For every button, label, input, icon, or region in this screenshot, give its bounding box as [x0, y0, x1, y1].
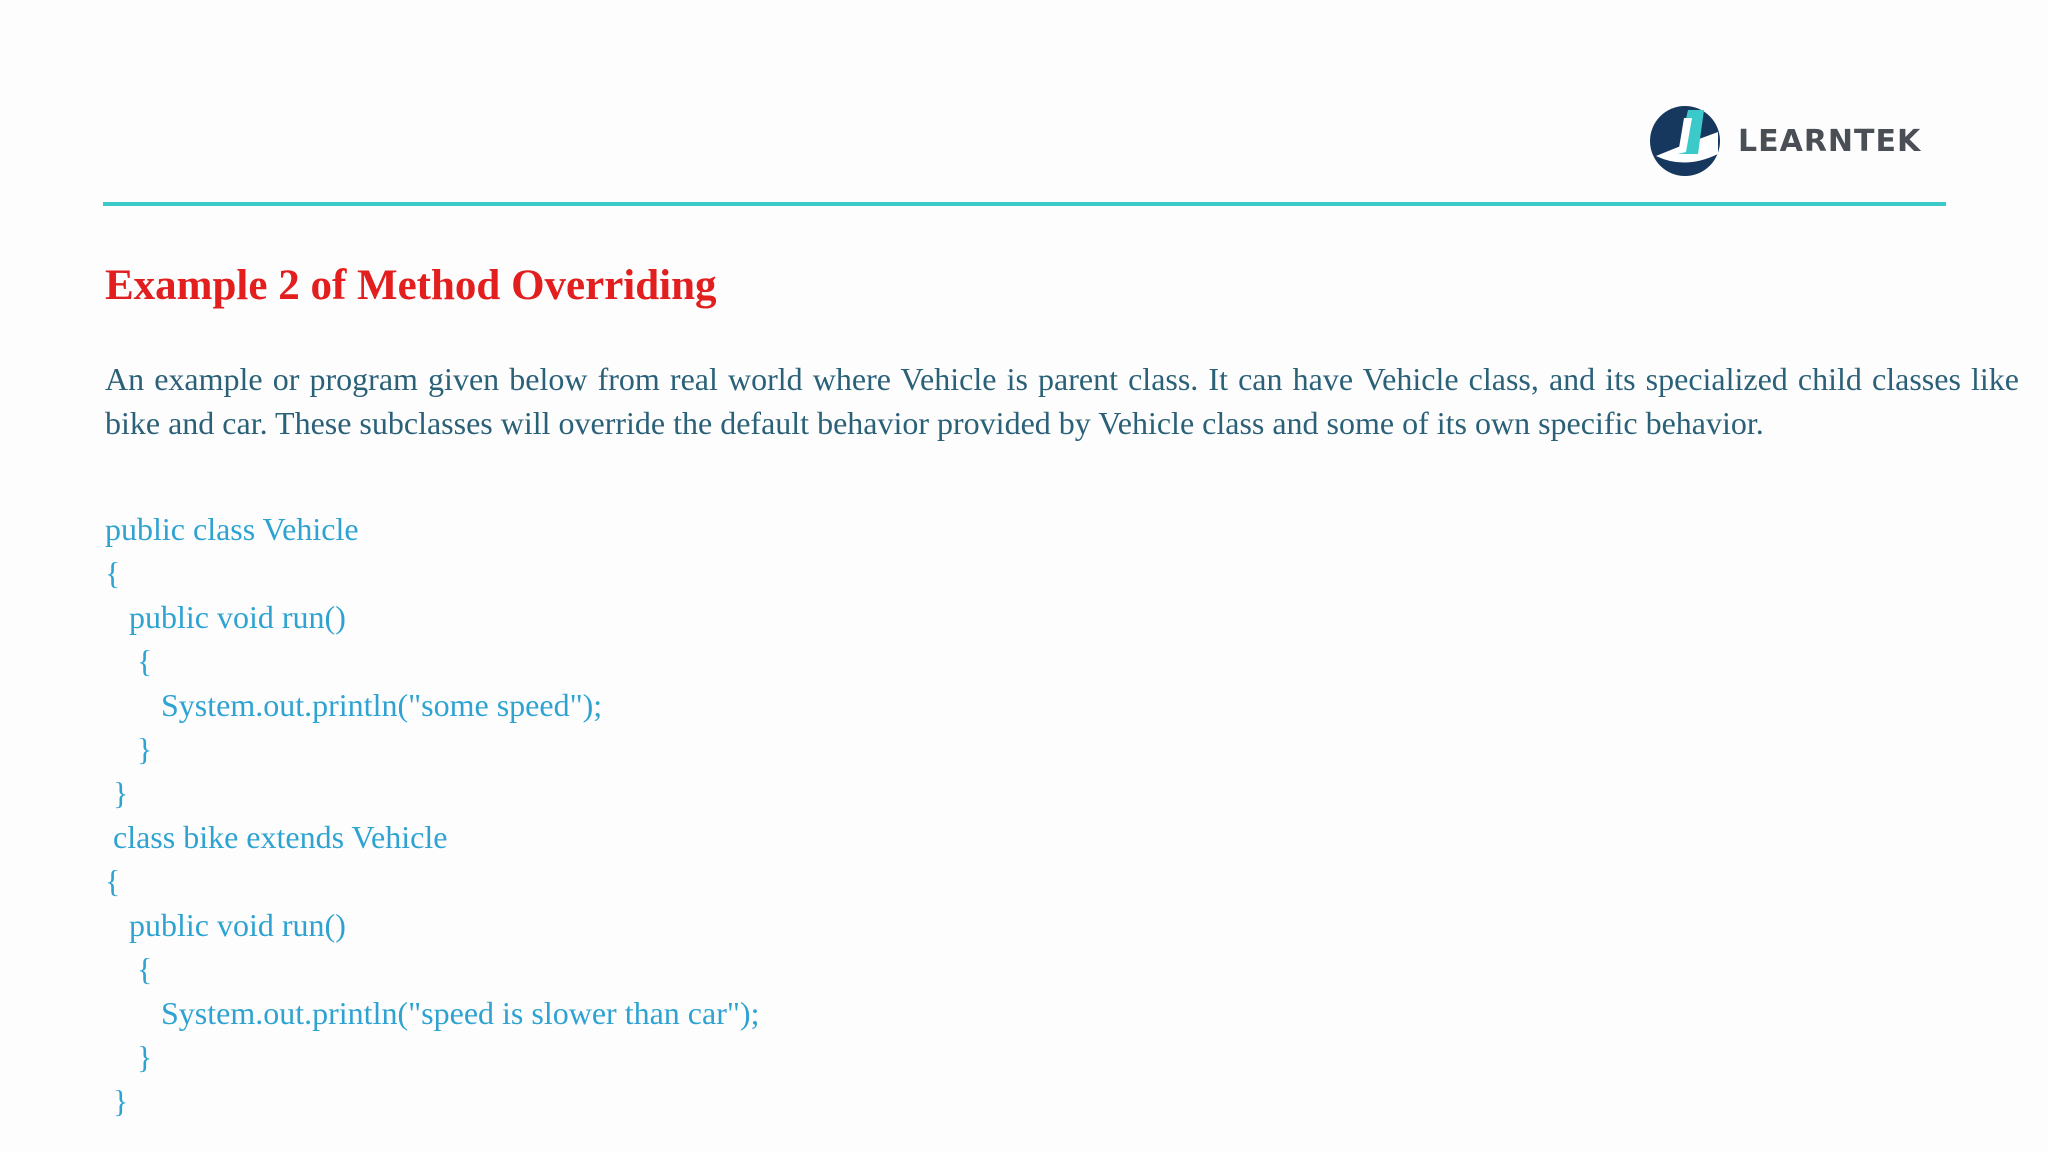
code-line: class bike extends Vehicle	[105, 819, 448, 855]
intro-paragraph: An example or program given below from real world where Vehicle is parent class. It can have Vehicle class, and its specialized child classes like bike and car. These subclasses will override the default behavior provided by Vehicle class and some of its own specific behavior.	[105, 361, 2019, 441]
code-line: }	[105, 775, 129, 811]
code-line: public void run()	[105, 599, 346, 635]
slide-title: Example 2 of Method Overriding	[105, 262, 717, 309]
code-line: }	[105, 1083, 129, 1119]
code-line: }	[105, 1039, 153, 1075]
code-line: {	[105, 951, 153, 987]
code-line: public void run()	[105, 907, 346, 943]
code-line: {	[105, 863, 121, 899]
code-block	[105, 507, 759, 1123]
code-line: {	[105, 555, 121, 591]
code-line: }	[105, 731, 153, 767]
logo-text: LEARNTEK	[1738, 123, 1922, 159]
code-line: System.out.println("speed is slower than car");	[105, 995, 760, 1031]
code-line: public class Vehicle	[105, 511, 359, 547]
code-line: System.out.println("some speed");	[105, 687, 603, 723]
learntek-logo-icon	[1648, 104, 1722, 178]
code-line: {	[105, 643, 153, 679]
learntek-logo	[1648, 103, 1921, 179]
header-divider	[103, 202, 1946, 206]
